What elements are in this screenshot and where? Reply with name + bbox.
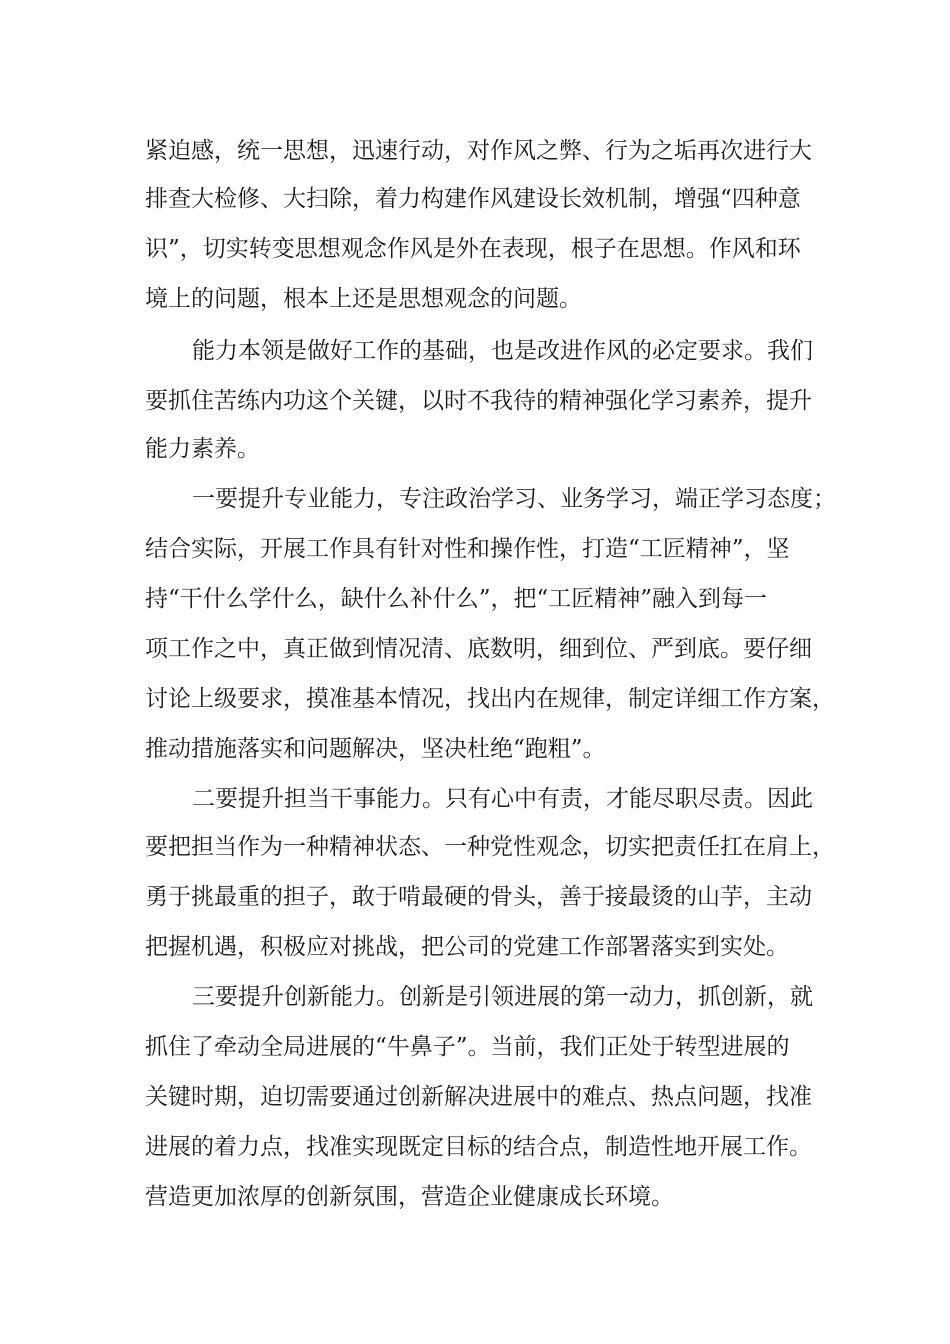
text-line: 把握机遇，积极应对挑战，把公司的党建工作部署落实到实处。 xyxy=(145,934,789,960)
text-line: 结合实际，开展工作具有针对性和操作性，打造“工匠精神”，坚 xyxy=(145,536,790,562)
paragraph-first-line: 三要提升创新能力。创新是引领进展的第一动力，抓创新，就 xyxy=(192,984,813,1010)
text-line: 识”，切实转变思想观念作风是外在表现，根子在思想。作风和环 xyxy=(145,236,801,262)
text-line: 讨论上级要求，摸准基本情况，找出内在规律，制定详细工作方案， xyxy=(145,686,835,712)
text-line: 关键时期，迫切需要通过创新解决进展中的难点、热点问题，找准 xyxy=(145,1084,812,1110)
paragraph-first-line: 能力本领是做好工作的基础，也是改进作风的必定要求。我们 xyxy=(192,338,813,364)
text-line: 勇于挑最重的担子，敢于啃最硬的骨头，善于接最烫的山芋，主动 xyxy=(145,884,812,910)
text-line: 境上的问题，根本上还是思想观念的问题。 xyxy=(145,286,582,312)
text-line: 进展的着力点，找准实现既定目标的结合点，制造性地开展工作。 xyxy=(145,1134,812,1160)
text-line: 持“干什么学什么，缺什么补什么”，把“工匠精神”融入到每一 xyxy=(145,586,768,612)
text-line: 能力素养。 xyxy=(145,436,260,462)
paragraph-first-line: 一要提升专业能力，专注政治学习、业务学习，端正学习态度； xyxy=(192,486,836,512)
text-line: 紧迫感，统一思想，迅速行动，对作风之弊、行为之垢再次进行大 xyxy=(145,138,812,164)
text-line: 营造更加浓厚的创新氛围，营造企业健康成长环境。 xyxy=(145,1184,674,1210)
text-line: 要抓住苦练内功这个关键，以时不我待的精神强化学习素养，提升 xyxy=(145,388,812,414)
text-line: 项工作之中，真正做到情况清、底数明，细到位、严到底。要仔细 xyxy=(145,636,812,662)
text-line: 抓住了牵动全局进展的“牛鼻子”。当前，我们正处于转型进展的 xyxy=(145,1034,790,1060)
paragraph-first-line: 二要提升担当干事能力。只有心中有责，才能尽职尽责。因此 xyxy=(192,786,813,812)
text-line: 排查大检修、大扫除，着力构建作风建设长效机制，增强“四种意 xyxy=(145,186,801,212)
text-line: 推动措施落实和问题解决，坚决杜绝“跑粗”。 xyxy=(145,736,606,762)
text-line: 要把担当作为一种精神状态、一种党性观念，切实把责任扛在肩上， xyxy=(145,834,835,860)
